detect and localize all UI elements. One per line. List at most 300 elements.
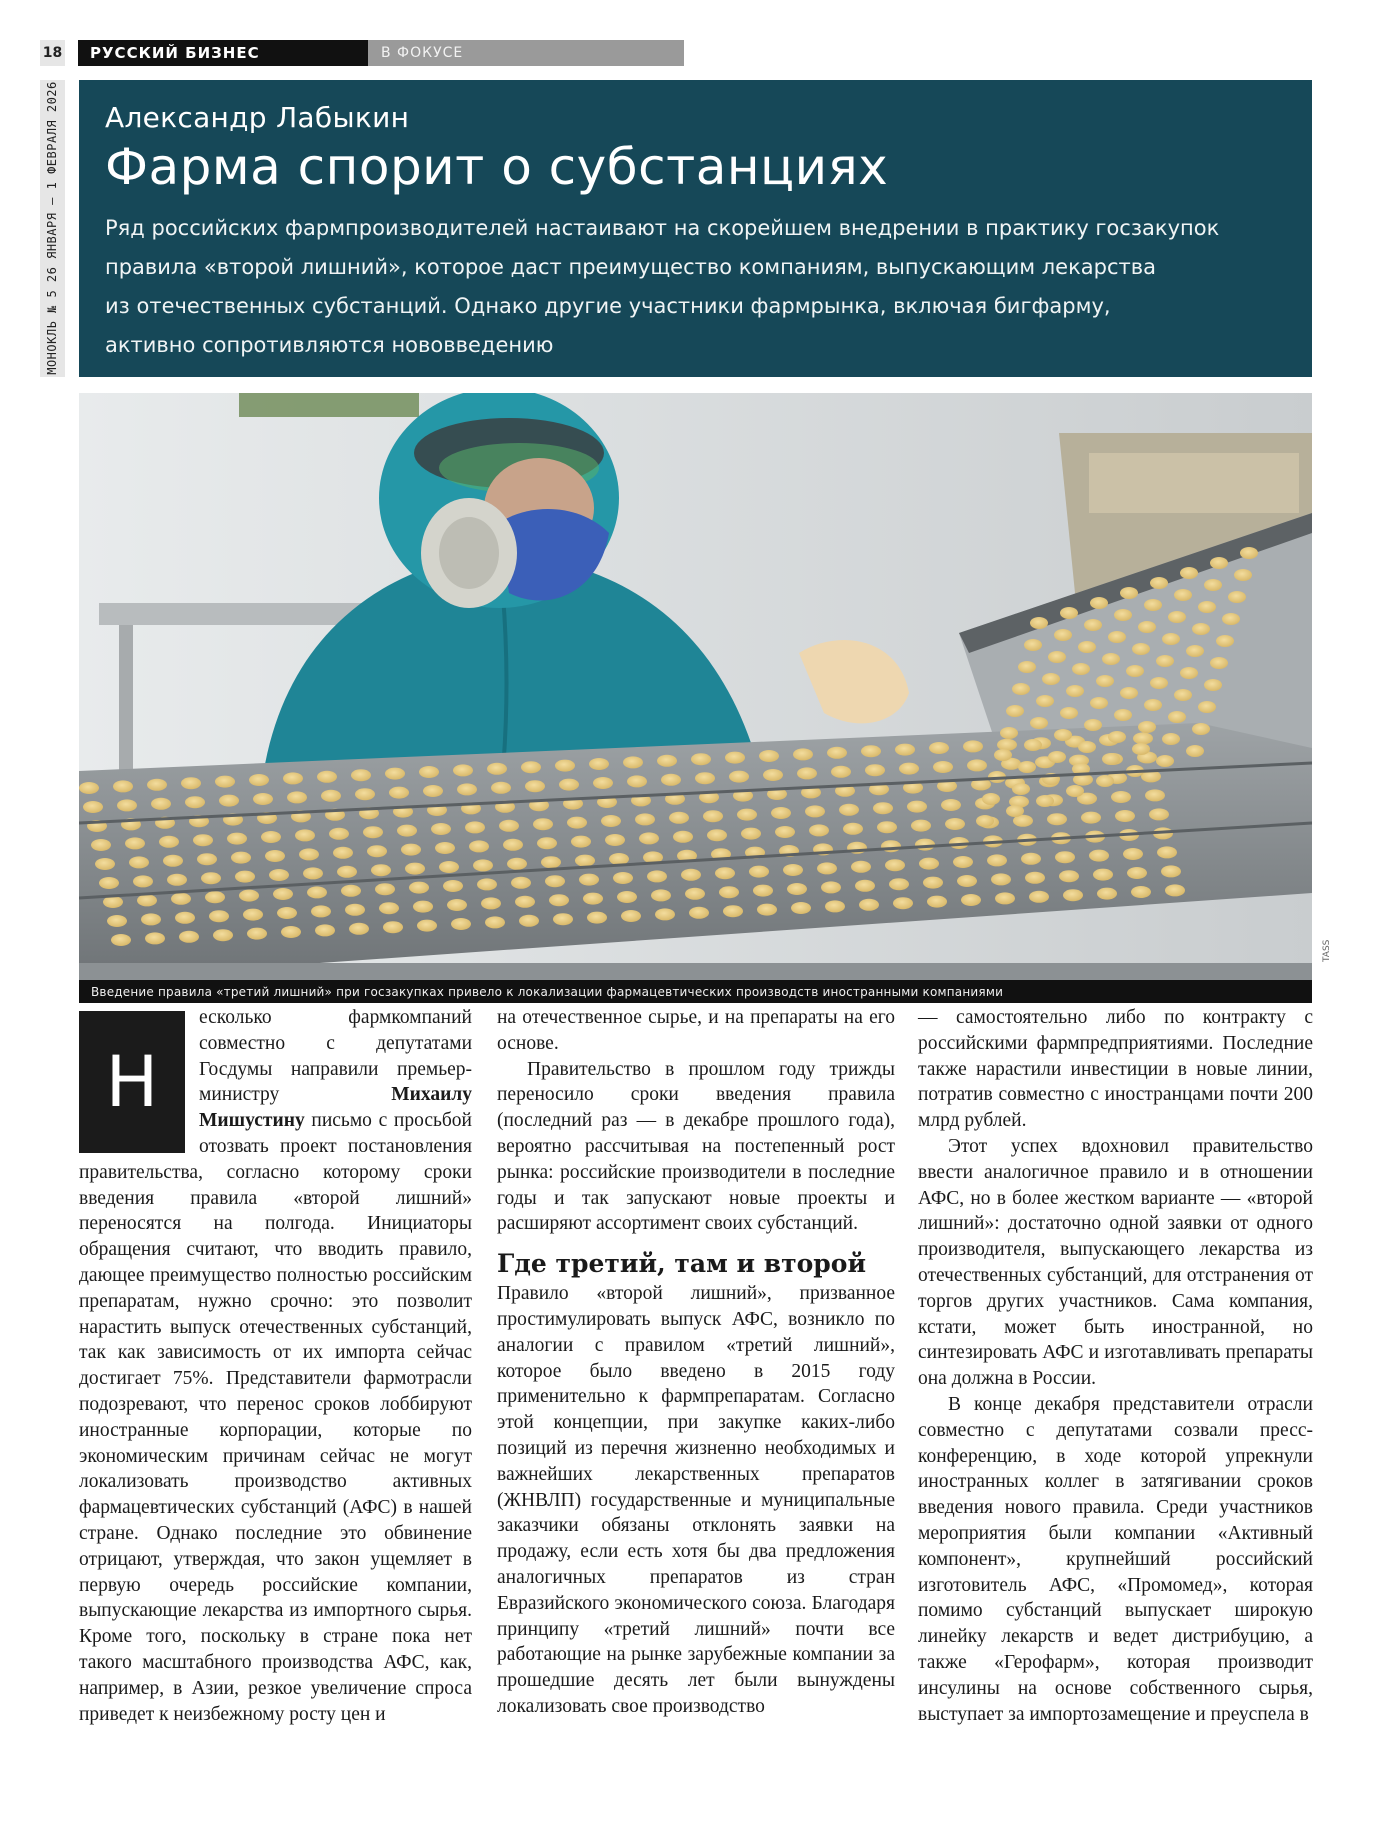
tablet (1048, 751, 1066, 763)
tablet (1000, 727, 1018, 739)
tablet (994, 749, 1012, 761)
tablet (995, 892, 1015, 904)
tablet (725, 752, 745, 764)
tablet (545, 875, 565, 887)
tablet (1102, 653, 1120, 665)
tablet (515, 896, 535, 908)
tablet (729, 771, 749, 783)
tablet (1149, 808, 1169, 820)
tablet (1084, 719, 1102, 731)
tablet (1012, 783, 1030, 795)
tablet (1090, 697, 1108, 709)
tablet (791, 902, 811, 914)
paragraph: Этот успех вдохновил правительство ввести аналогичное правило и в отношении АФС, но в более жестком варианте — «второй лишний»: достаточно одной заявки от одного производителя, выпускающего лекарства из отечественных субстанций, для отстранения от торгов других участников. Сама компания, кстати, может быть иностранной, но синтезировать АФС и изготавливать препараты она должна в России. (918, 1135, 1313, 1390)
tablet (185, 796, 205, 808)
tablet (349, 923, 369, 935)
tablet (1055, 851, 1075, 863)
tablet (485, 916, 505, 928)
tablet (967, 759, 987, 771)
person-name: Михаилу Мишустину (199, 1084, 472, 1132)
tablet (175, 912, 195, 924)
tablet (1114, 709, 1132, 721)
tablet (1240, 547, 1258, 559)
tablet (99, 877, 119, 889)
tablet (703, 810, 723, 822)
tablet (669, 812, 689, 824)
tablet (219, 795, 239, 807)
tablet (113, 780, 133, 792)
tablet (205, 891, 225, 903)
tablet (1126, 665, 1144, 677)
tablet (197, 853, 217, 865)
tablet (1192, 723, 1210, 735)
tablet (893, 897, 913, 909)
tablet (1108, 631, 1126, 643)
tablet (1102, 753, 1120, 765)
tablet (1174, 589, 1192, 601)
tablet (1157, 846, 1177, 858)
paragraph-text: письмо с просьбой отозвать проект постановления правительства, согласно которому сроки введения правила «второй лишний» переносятся на полгода. Инициаторы обращения считают, что вводить правило, дающее преимущество полностью российским препаратам, нужно срочно: это позволит нарастить выпуск отечественных субстанций, так как зависимость от их импорта сейчас достигает 75%. Представители фармотрасли подозревают, что перенос сроков лоббируют иностранные корпорации, которые по экономическим причинам сейчас не могут локализовать производство активных фармацевтических субстанций (АФС) в нашей стране. Однако последние это обвинение отрицают, утверждая, что закон ущемляет в первую очередь российские компании, выпускающие лекарства из импортного сырья. Кроме того, поскольку в стране пока нет такого масштабного производства АФС, как, например, в Азии, резкое увеличение спроса приведет к неизбежному росту цен и (79, 1110, 472, 1725)
tablet (843, 823, 863, 835)
tablet (885, 859, 905, 871)
tablet (817, 862, 837, 874)
tablet (1072, 663, 1090, 675)
tablet (137, 894, 157, 906)
tablet (609, 853, 629, 865)
tablet (1168, 711, 1186, 723)
tablet (1097, 888, 1117, 900)
tablet (159, 836, 179, 848)
tablet (635, 813, 655, 825)
lead-line: Ряд российских фармпроизводителей настаивают на скорейшем внедрении в практику госзакупок (105, 216, 1220, 241)
tablet (1204, 579, 1222, 591)
tablet (1165, 884, 1185, 896)
paragraph-text: есколько фармкомпаний совместно с депутатами Госдумы направили премьер-министру (199, 1007, 472, 1106)
paragraph: Правительство в прошлом году трижды переносило сроки введения правила (последний раз — в декабре прошлого года), вероятно рассчитывая на постепенный рост рынка: российские производители в последние годы и так запускают новые проекты и расширяют ассортимент своих субстанций. (497, 1058, 895, 1235)
tablet (371, 864, 391, 876)
tablet (1090, 597, 1108, 609)
tablet (1096, 775, 1114, 787)
tablet (771, 807, 791, 819)
tablet (605, 834, 625, 846)
tablet (307, 886, 327, 898)
tablet (469, 840, 489, 852)
tablet (503, 839, 523, 851)
tablet (797, 767, 817, 779)
tablet (655, 908, 675, 920)
tablet (303, 867, 323, 879)
tablet (793, 748, 813, 760)
tablet (571, 836, 591, 848)
tablet (997, 739, 1017, 751)
tablet (1030, 717, 1048, 729)
tablet (851, 861, 871, 873)
tablet (839, 804, 859, 816)
tablet (685, 888, 705, 900)
tablet (521, 761, 541, 773)
tablet (193, 834, 213, 846)
tablet (1162, 733, 1180, 745)
tablet (933, 761, 953, 773)
tablet (451, 918, 471, 930)
tablet (741, 828, 761, 840)
tablet (593, 777, 613, 789)
tablet (243, 909, 263, 921)
tablet (855, 880, 875, 892)
tablet (976, 815, 994, 827)
tablet (613, 872, 633, 884)
tablet (647, 870, 667, 882)
article-author: Александр Лабыкин (105, 101, 410, 134)
tablet (125, 837, 145, 849)
tablet (821, 881, 841, 893)
tablet (215, 776, 235, 788)
tablet (91, 839, 111, 851)
article-photo (79, 393, 1312, 980)
tablet (1186, 645, 1204, 657)
tablet (281, 926, 301, 938)
tablet (559, 779, 579, 791)
tablet (111, 934, 131, 946)
tablet (333, 847, 353, 859)
tablet (473, 859, 493, 871)
drop-cap: Н (79, 1011, 185, 1153)
tablet (1174, 689, 1192, 701)
tablet (982, 793, 1000, 805)
tablet (533, 818, 553, 830)
tablet (787, 883, 807, 895)
tablet (107, 915, 127, 927)
tablet (827, 747, 847, 759)
tablet (723, 905, 743, 917)
tablet (927, 896, 947, 908)
tablet (877, 821, 897, 833)
rubric-label: В ФОКУСЕ (368, 40, 684, 66)
tablet (79, 782, 99, 794)
tablet (1093, 869, 1113, 881)
tablet (553, 913, 573, 925)
tablet (295, 829, 315, 841)
tablet (171, 893, 191, 905)
tablet (695, 772, 715, 784)
tablet (1024, 639, 1042, 651)
tablet (1096, 675, 1114, 687)
tablet (1089, 850, 1109, 862)
tablet (457, 783, 477, 795)
tablet (1066, 685, 1084, 697)
tablet (1059, 870, 1079, 882)
tablet (481, 897, 501, 909)
tablet (95, 858, 115, 870)
tablet (1036, 795, 1054, 807)
tablet (873, 802, 893, 814)
tablet (1156, 655, 1174, 667)
tablet (1216, 635, 1234, 647)
tablet (231, 852, 251, 864)
tablet (147, 779, 167, 791)
tablet (691, 753, 711, 765)
tablet (961, 894, 981, 906)
tablet (963, 740, 983, 752)
tablet (401, 844, 421, 856)
tablet (929, 742, 949, 754)
tablet (1018, 761, 1036, 773)
tablet (453, 764, 473, 776)
tablet (511, 877, 531, 889)
tablet (409, 882, 429, 894)
tablet (737, 809, 757, 821)
tablet (1024, 739, 1042, 751)
tablet (915, 839, 935, 851)
tablet (1127, 867, 1147, 879)
tablet (719, 886, 739, 898)
tablet (1047, 813, 1067, 825)
tablet (299, 848, 319, 860)
tablet (589, 758, 609, 770)
tablet (487, 763, 507, 775)
tablet (689, 907, 709, 919)
section-label: РУССКИЙ БИЗНЕС (78, 40, 368, 66)
tablet (1180, 567, 1198, 579)
text-column-2 (497, 1005, 895, 1720)
tablet (1006, 705, 1024, 717)
tablet (1111, 791, 1131, 803)
tablet (163, 855, 183, 867)
tablet (1084, 619, 1102, 631)
tablet (1120, 587, 1138, 599)
tablet (1144, 699, 1162, 711)
tablet (1029, 891, 1049, 903)
tablet (1021, 853, 1041, 865)
tablet (519, 915, 539, 927)
article-lead (105, 209, 1286, 365)
tablet (1060, 607, 1078, 619)
tablet (583, 893, 603, 905)
tablet (145, 932, 165, 944)
photo-caption: Введение правила «третий лишний» при госзакупках привело к локализации фармацевтических производств иностранными компаниями (79, 980, 1312, 1003)
tablet (715, 867, 735, 879)
tablet (1156, 755, 1174, 767)
tablet (749, 866, 769, 878)
tablet (1168, 611, 1186, 623)
tablet (865, 764, 885, 776)
tablet (283, 772, 303, 784)
tablet (957, 875, 977, 887)
tablet (499, 820, 519, 832)
tablet (1145, 789, 1165, 801)
tablet (861, 745, 881, 757)
tablet (345, 904, 365, 916)
tablet (443, 880, 463, 892)
tablet (549, 894, 569, 906)
tablet (1131, 886, 1151, 898)
tablet (1030, 617, 1048, 629)
tablet (181, 777, 201, 789)
tablet (1186, 745, 1204, 757)
tablet (167, 874, 187, 886)
tablet (1192, 623, 1210, 635)
tablet (657, 755, 677, 767)
tablet (227, 833, 247, 845)
tablet (141, 913, 161, 925)
tablet (213, 929, 233, 941)
tablet (567, 817, 587, 829)
article-header (79, 80, 1312, 377)
tablet (413, 901, 433, 913)
tablet (491, 782, 511, 794)
tablet (753, 885, 773, 897)
paragraph: на отечественное сырье, и на препараты на его основе. (497, 1007, 895, 1054)
tablet (1150, 577, 1168, 589)
tablet (273, 888, 293, 900)
tablet (151, 798, 171, 810)
tablet (1161, 865, 1181, 877)
tablet (1115, 810, 1135, 822)
tablet (1042, 673, 1060, 685)
lead-line: активно сопротивляются нововведению (105, 333, 554, 358)
tablet (759, 750, 779, 762)
tablet (623, 756, 643, 768)
tablet (579, 874, 599, 886)
tablet (321, 790, 341, 802)
tablet (179, 931, 199, 943)
tablet (379, 902, 399, 914)
tablet (329, 828, 349, 840)
tablet (601, 815, 621, 827)
paragraph: В конце декабря представители отрасли совместно с депутатами созвали пресс-конференцию, в ходе которой упрекнули иностранных коллег в затягивании сроков введения нового правила. Среди участников мероприятия были компании «Активный компонент», крупнейший российский изготовитель АФС, «Промомед», которая помимо субстанций выпускает широкую линейку лекарств и ведет дистрибуцию, а также «Герофарм», которая производит инсулины на основе собственного сырья, выступает за импортозамещение и преуспела в (918, 1393, 1313, 1725)
tablet (919, 858, 939, 870)
tablet (83, 801, 103, 813)
tablet (673, 831, 693, 843)
tablet (541, 856, 561, 868)
tablet (1108, 731, 1126, 743)
tablet (1066, 785, 1084, 797)
tablet (261, 831, 281, 843)
tablet (953, 856, 973, 868)
tablet (117, 799, 137, 811)
tablet (1162, 633, 1180, 645)
tablet (1198, 701, 1216, 713)
tablet (375, 883, 395, 895)
tablet (911, 820, 931, 832)
tablet (363, 826, 383, 838)
tablet (247, 928, 267, 940)
tablet (383, 921, 403, 933)
tablet (447, 899, 467, 911)
tablet (317, 771, 337, 783)
tablet (681, 869, 701, 881)
tablet (1123, 848, 1143, 860)
tablet (423, 785, 443, 797)
tablet (707, 829, 727, 841)
tablet (1198, 601, 1216, 613)
tablet (287, 791, 307, 803)
tablet (587, 912, 607, 924)
tablet (757, 904, 777, 916)
tablet (899, 763, 919, 775)
tablet (1063, 889, 1083, 901)
tablet (1114, 609, 1132, 621)
tablet (265, 850, 285, 862)
text-column-1 (79, 1005, 472, 1727)
tablet (389, 787, 409, 799)
tablet (201, 872, 221, 884)
tablet (417, 920, 437, 932)
page-number: 18 (40, 40, 65, 66)
tablet (249, 774, 269, 786)
tablet (133, 875, 153, 887)
tablet (1036, 695, 1054, 707)
tablet (1006, 805, 1024, 817)
tablet (341, 885, 361, 897)
pharma-production-illustration (79, 393, 1312, 980)
tablet (889, 878, 909, 890)
tablet (367, 845, 387, 857)
tablet (923, 877, 943, 889)
tablet (621, 910, 641, 922)
tablet (277, 907, 297, 919)
tablet (311, 905, 331, 917)
tablet (253, 793, 273, 805)
lead-line: из отечественных субстанций. Однако другие участники фармрынка, включая бигфарму, (105, 294, 1111, 319)
tablet (439, 861, 459, 873)
tablet (783, 864, 803, 876)
tablet (945, 818, 965, 830)
tablet (941, 799, 961, 811)
tablet (1234, 569, 1252, 581)
section-subheading: Где третий, там и второй (497, 1249, 866, 1279)
tablet (431, 823, 451, 835)
tablet (575, 855, 595, 867)
tablet (987, 854, 1007, 866)
tablet (991, 873, 1011, 885)
tablet (315, 924, 335, 936)
tablet (1138, 721, 1156, 733)
article-title: Фарма спорит о субстанциях (105, 138, 889, 197)
tablet (1025, 872, 1045, 884)
tablet (859, 899, 879, 911)
tablet (1060, 707, 1078, 719)
tablet (507, 858, 527, 870)
tablet (627, 775, 647, 787)
tablet (1222, 613, 1240, 625)
tablet (1081, 812, 1101, 824)
tablet (1012, 683, 1030, 695)
lead-line: правила «второй лишний», которое даст преимущество компаниям, выпускающим лекарства (105, 255, 1157, 280)
tablet (831, 766, 851, 778)
tablet (1018, 661, 1036, 673)
tablet (1228, 591, 1246, 603)
tablet (1204, 679, 1222, 691)
tablet (1054, 629, 1072, 641)
tablet (351, 769, 371, 781)
tablet (775, 826, 795, 838)
tablet (405, 863, 425, 875)
issue-info: МОНОКЛЬ № 5 26 ЯНВАРЯ — 1 ФЕВРАЛЯ 2026 (45, 81, 59, 375)
tablet (661, 774, 681, 786)
text-column-3 (918, 1005, 1313, 1727)
tablet (537, 837, 557, 849)
tablet (895, 744, 915, 756)
tablet (617, 891, 637, 903)
tablet (269, 869, 289, 881)
tablet (235, 871, 255, 883)
tablet (651, 889, 671, 901)
tablet (1180, 667, 1198, 679)
tablet (355, 788, 375, 800)
photo-credit: TASS (1322, 939, 1332, 962)
tablet (1132, 743, 1150, 755)
